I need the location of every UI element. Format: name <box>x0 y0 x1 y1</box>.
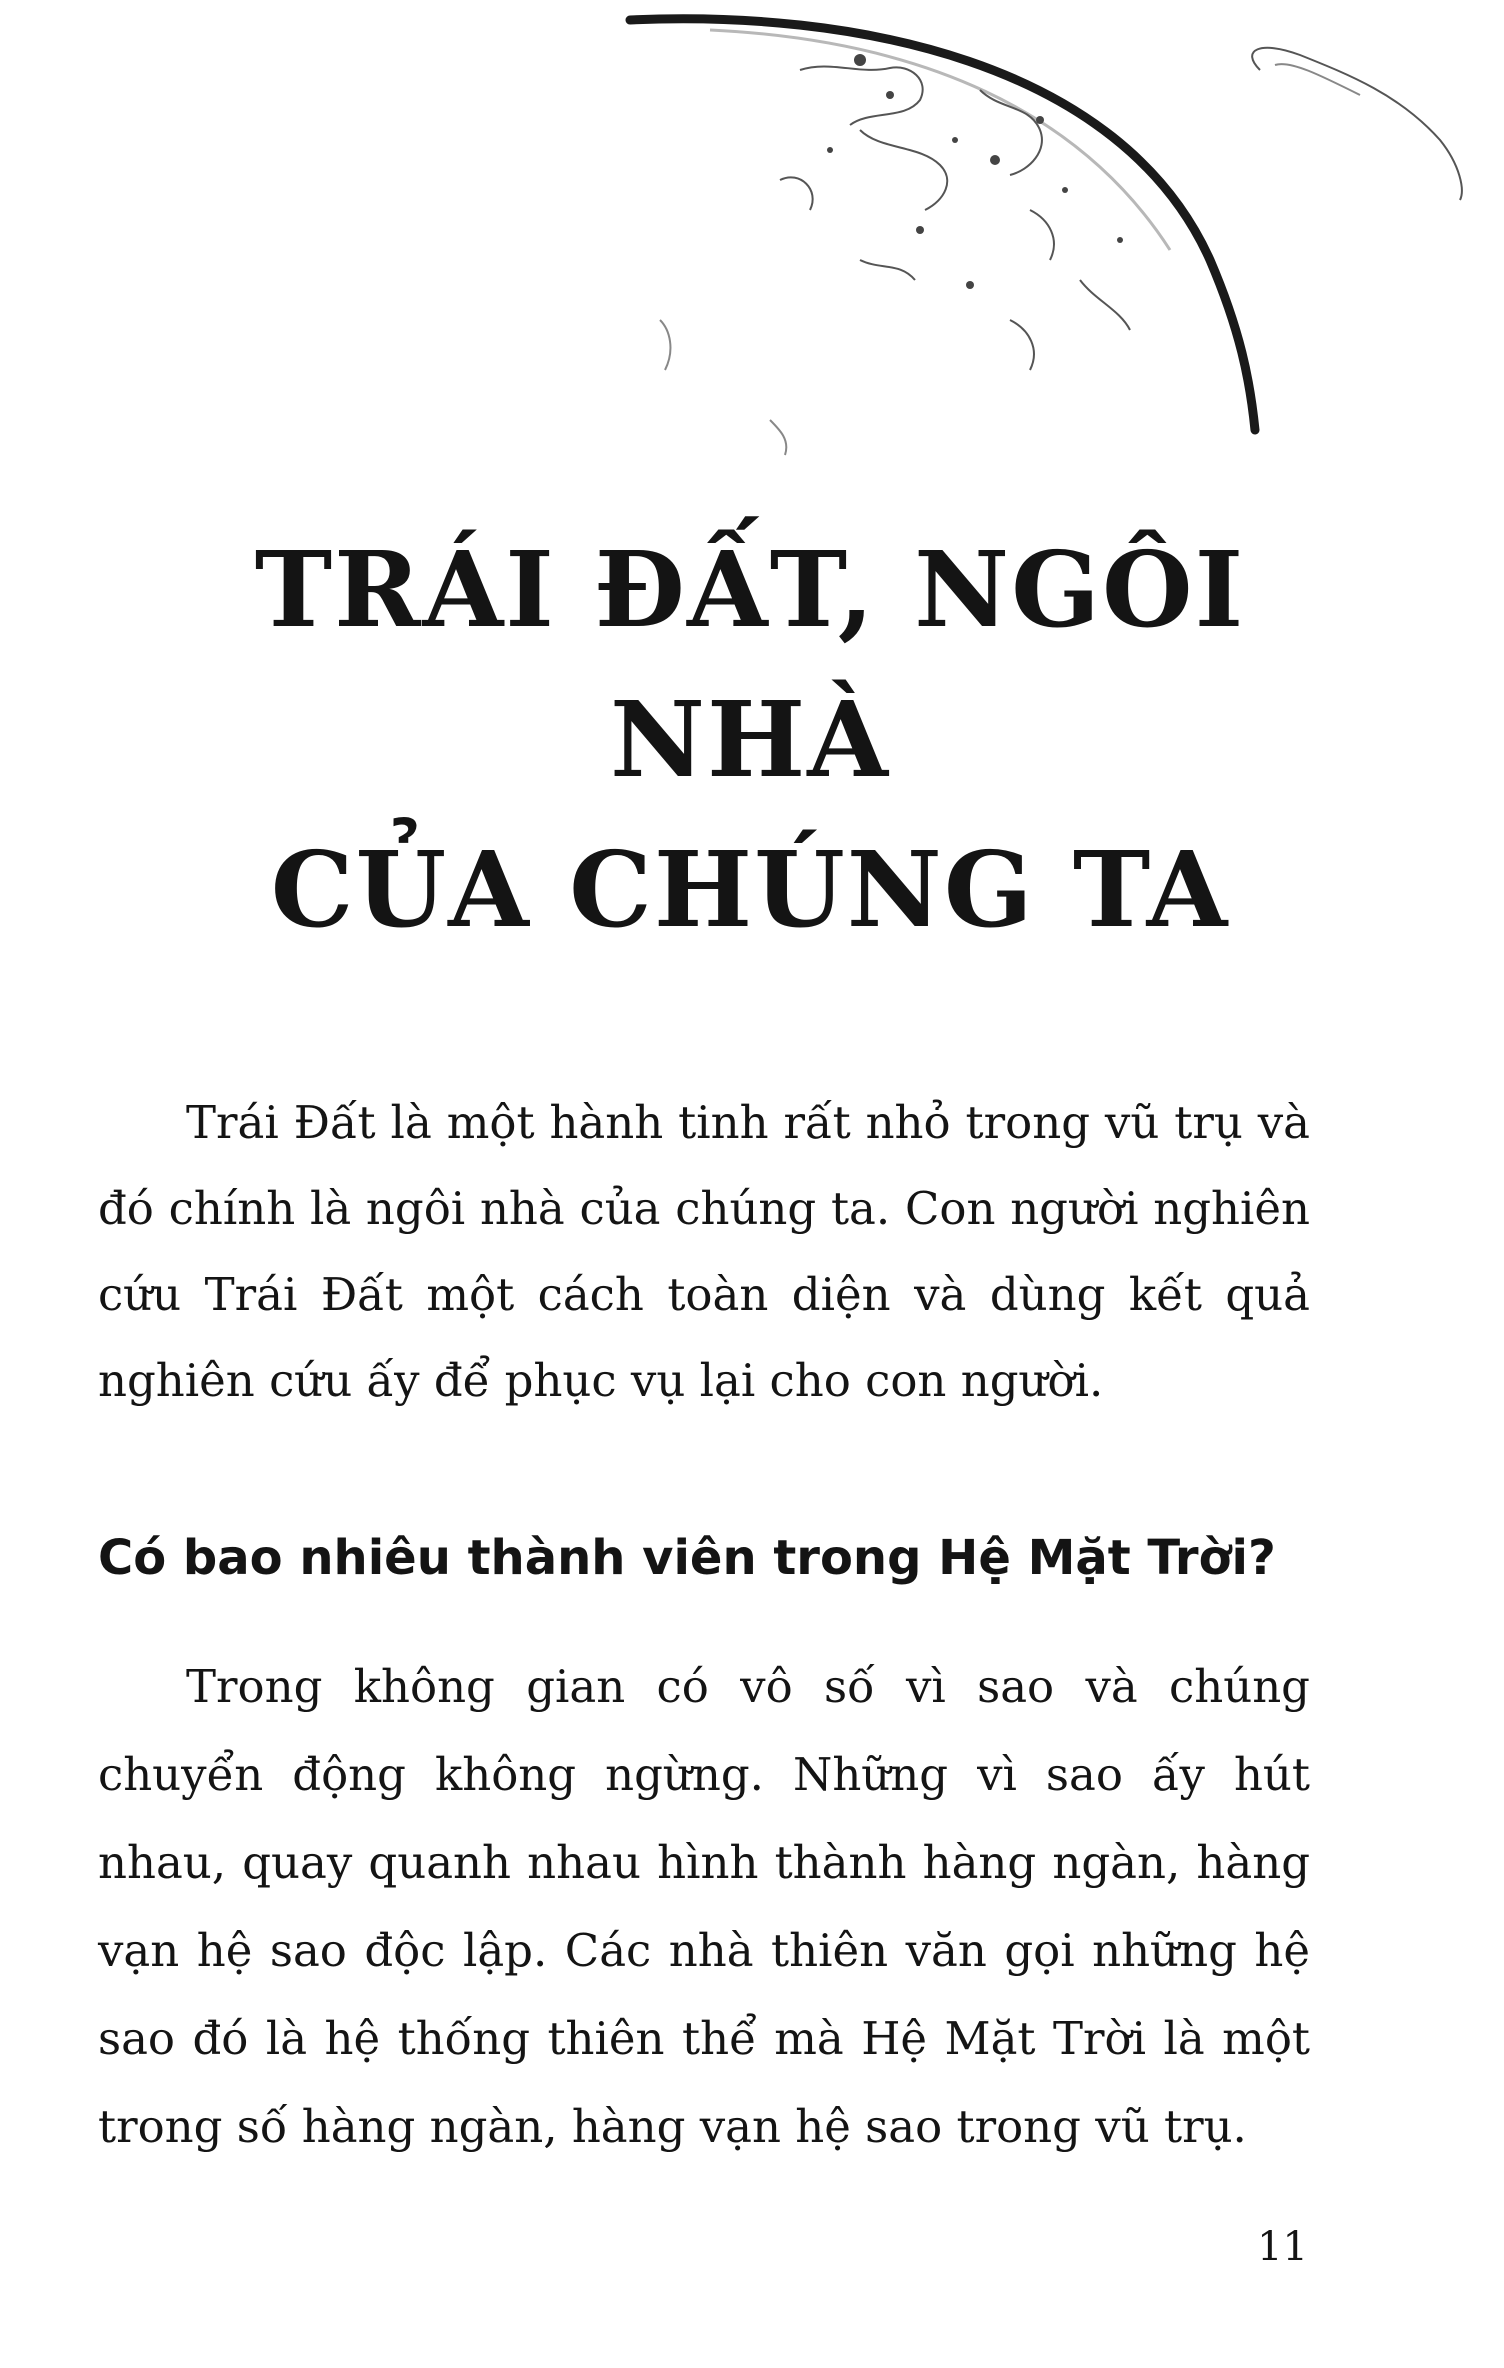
globe-illustration <box>560 0 1504 520</box>
section-paragraph-text: Trong không gian có vô số vì sao và chúng chuyển động không ngừng. Những vì sao ấy hút nhau, quay quanh nhau hình thành hàng ngàn, hàng vạn hệ sao độc lập. Các nhà thiên văn gọi những hệ sao đó là hệ thống thiên thể mà Hệ Mặt Trời là một trong số hàng ngàn, hàng vạn hệ sao trong vũ trụ. <box>98 1660 1310 2153</box>
section-paragraph <box>98 1643 1310 2171</box>
intro-paragraph-text: Trái Đất là một hành tinh rất nhỏ trong vũ trụ và đó chính là ngôi nhà của chúng ta. Con người nghiên cứu Trái Đất một cách toàn diện và dùng kết quả nghiên cứu ấy để phục vụ lại cho con người. <box>98 1096 1310 1407</box>
page-number: 11 <box>1257 2224 1308 2270</box>
cloud-swirl-inner <box>1275 64 1360 95</box>
chapter-title-line-2: CỦA CHÚNG TA <box>270 828 1230 951</box>
continent-dots <box>827 54 1123 289</box>
chapter-title <box>120 515 1380 965</box>
intro-paragraph <box>98 1080 1310 1424</box>
chapter-title-line-1: TRÁI ĐẤT, NGÔI NHÀ <box>254 528 1246 801</box>
section-heading: Có bao nhiêu thành viên trong Hệ Mặt Trời? <box>98 1530 1276 1586</box>
globe-edge-highlight <box>710 30 1170 250</box>
cloud-swirl <box>1252 48 1462 200</box>
lower-sketch <box>660 320 786 455</box>
globe-edge-arc <box>630 19 1255 430</box>
